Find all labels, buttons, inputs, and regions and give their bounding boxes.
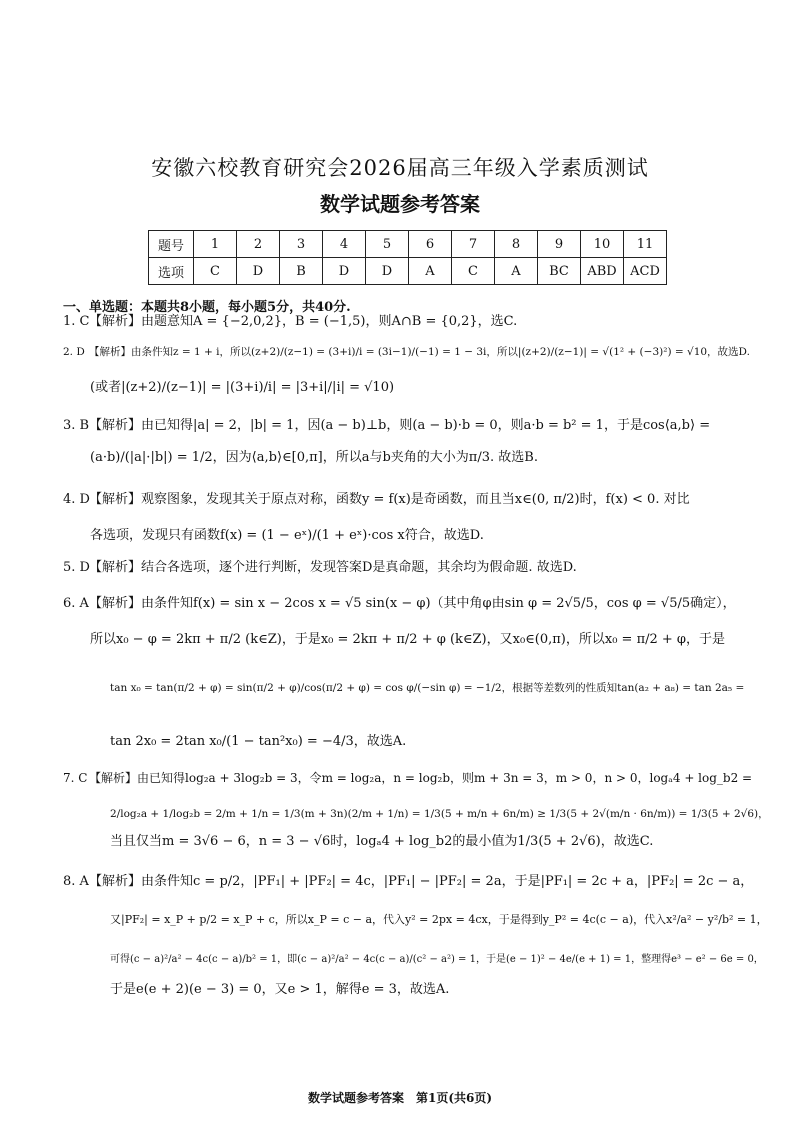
question-number-cell: 4 (323, 231, 366, 258)
question-number-cell: 9 (538, 231, 581, 258)
question-number-cell: 2 (237, 231, 280, 258)
page-footer: 数学试题参考答案 第1页(共6页) (307, 1091, 493, 1105)
solution-line: tan 2x₀ = 2tan x₀/(1 − tan²x₀) = −4/3，故选A. (110, 734, 407, 749)
answer-cell: C (194, 258, 237, 285)
item-number: 5. D (63, 560, 90, 575)
answer-table (148, 230, 667, 285)
solution-line: 【解析】由题意知A = {−2,0,2}，B = (−1,5)，则A∩B = {0,2}，选C. (89, 314, 518, 329)
item-number: 2. D (63, 346, 85, 358)
solution-line: 【解析】观察图象，发现其关于原点对称，函数y = f(x)是奇函数，而且当x∈(0, π/2)时，f(x) < 0. 对比 (89, 492, 690, 507)
section-heading: 一、单选题：本题共8小题，每小题5分，共40分. (63, 300, 351, 315)
solution-item (63, 314, 739, 330)
solution-line: tan x₀ = tan(π/2 + φ) = sin(π/2 + φ)/cos(π/2 + φ) = cos φ/(−sin φ) = −1/2，根据等差数列的性质知tan(a₂ + a₈) = tan 2a₅ = (110, 682, 745, 694)
answer-cell: B (280, 258, 323, 285)
solution-line: 【解析】由条件知f(x) = sin x − 2cos x = √5 sin(x − φ)（其中角φ由sin φ = 2√5/5，cos φ = √5/5确定）， (89, 596, 736, 611)
item-number: 7. C (63, 771, 88, 785)
solution-line: 【解析】由已知得log₂a + 3log₂b = 3，令m = log₂a，n = log₂b，则m + 3n = 3，m > 0，n > 0，logₐ4 + log_b2 = (89, 771, 753, 785)
solution-line: 【解析】由条件知c = p/2，|PF₁| + |PF₂| = 4c，|PF₁| − |PF₂| = 2a，于是|PF₁| = 2c + a，|PF₂| = 2c − a， (89, 874, 754, 889)
solution-line: 又|PF₂| = x_P + p/2 = x_P + c，所以x_P = c − a，代入y² = 2px = 4cx，于是得到y_P² = 4c(c − a)，代入x²/a² − y²/b² = 1， (110, 913, 768, 926)
table-header-cell: 题号 (149, 231, 194, 258)
solution-line: 【解析】由已知得|a| = 2，|b| = 1，因(a − b)⊥b，则(a − b)·b = 0，则a·b = b² = 1，于是cos⟨a,b⟩ = (89, 418, 711, 433)
answer-cell: ABD (581, 258, 624, 285)
table-header-cell: 选项 (149, 258, 194, 285)
question-number-cell: 1 (194, 231, 237, 258)
item-number: 1. C (63, 314, 90, 329)
solution-line: 于是e(e + 2)(e − 3) = 0，又e > 1，解得e = 3，故选A. (110, 982, 450, 997)
question-number-cell: 11 (624, 231, 667, 258)
item-number: 6. A (63, 596, 89, 611)
solution-item (63, 874, 754, 890)
answer-cell: A (409, 258, 452, 285)
question-number-cell: 10 (581, 231, 624, 258)
solution-item (63, 418, 739, 434)
solution-line: (或者|(z+2)/(z−1)| = |(3+i)/i| = |3+i|/|i| = √10) (90, 380, 395, 395)
solution-line: 【解析】结合各选项，逐个进行判断，发现答案D是真命题，其余均为假命题. 故选D. (89, 560, 577, 575)
solution-line: 可得(c − a)²/a² − 4c(c − a)/b² = 1，即(c − a)²/a² − 4c(c − a)/(c² − a²) = 1，于是(e − 1)² − 4e/(e + 1) = 1，整理得e³ − e² − 6e = 0， (110, 954, 764, 965)
solution-item (63, 770, 753, 786)
question-number-cell: 3 (280, 231, 323, 258)
solution-line: 各选项，发现只有函数f(x) = (1 − eˣ)/(1 + eˣ)·cos x符合，故选D. (90, 528, 484, 543)
item-number: 4. D (63, 492, 90, 507)
answer-cell: BC (538, 258, 581, 285)
solution-item (63, 560, 739, 576)
answer-cell: D (237, 258, 280, 285)
answer-table-number-row (149, 231, 667, 258)
answer-table-answer-row (149, 258, 667, 285)
item-number: 8. A (63, 874, 89, 889)
solution-item (63, 344, 750, 360)
answer-cell: D (366, 258, 409, 285)
question-number-cell: 8 (495, 231, 538, 258)
page-title: 安徽六校教育研究会2026届高三年级入学素质测试 (151, 156, 649, 180)
solution-item (63, 492, 739, 508)
solution-item (63, 596, 739, 612)
item-number: 3. B (63, 418, 90, 433)
question-number-cell: 6 (409, 231, 452, 258)
answer-cell: ACD (624, 258, 667, 285)
solution-line: (a·b)/(|a|·|b|) = 1/2，因为⟨a,b⟩∈[0,π]，所以a与b夹角的大小为π/3. 故选B. (90, 450, 538, 465)
question-number-cell: 7 (452, 231, 495, 258)
solution-line: 【解析】由条件知z = 1 + i，所以(z+2)/(z−1) = (3+i)/i = (3i−1)/(−1) = 1 − 3i，所以|(z+2)/(z−1)| = √(1² + (−3)²) = √10，故选D. (89, 346, 750, 358)
question-number-cell: 5 (366, 231, 409, 258)
solution-line: 当且仅当m = 3√6 − 6，n = 3 − √6时，logₐ4 + log_b2的最小值为1/3(5 + 2√6)，故选C. (110, 834, 654, 849)
answer-cell: C (452, 258, 495, 285)
solution-line: 所以x₀ − φ = 2kπ + π/2 (k∈Z)，于是x₀ = 2kπ + π/2 + φ (k∈Z)，又x₀∈(0,π)，所以x₀ = π/2 + φ，于是 (90, 632, 726, 647)
answer-cell: A (495, 258, 538, 285)
solution-line: 2/log₂a + 1/log₂b = 2/m + 1/n = 1/3(m + 3n)(2/m + 1/n) = 1/3(5 + m/n + 6n/m) ≥ 1/3(5 + 2√(m/n · 6n/m)) = 1/3(5 + 2√6)， (110, 808, 769, 820)
answer-cell: D (323, 258, 366, 285)
page-subtitle: 数学试题参考答案 (320, 192, 480, 216)
